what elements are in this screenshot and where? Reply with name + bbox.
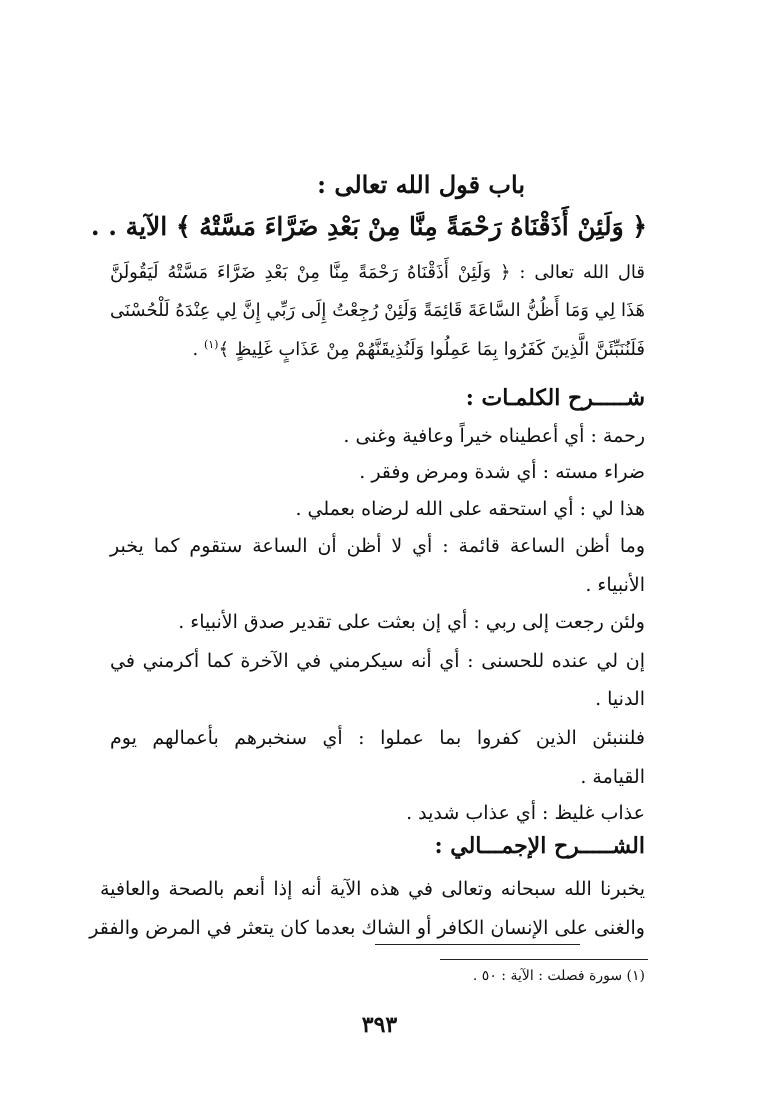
- word-item-5: ولئن رجعت إلى ربي : أي إن بعثت على تقدير صدق الأنبياء .: [178, 611, 645, 633]
- word-item-3: هذا لي : أي استحقه على الله لرضاه بعملي .: [295, 498, 645, 520]
- chapter-verse: ﴿ وَلَئِنْ أَذَقْنَاهُ رَحْمَةً مِنَّا مِنْ بَعْدِ ضَرَّاءَ مَسَّتْهُ ﴾ الآية . .: [90, 212, 647, 241]
- quote-line-3-end: .: [192, 339, 199, 360]
- word-item-4: وما أظن الساعة قائمة : أي لا أظن أن الساعة ستقوم كما يخبر: [110, 535, 645, 557]
- quote-line-3: [192, 338, 645, 360]
- word-item-7: فلننبئن الذين كفروا بما عملوا : أي سنخبرهم بأعمالهم يوم: [110, 727, 645, 749]
- word-item-7-cont: القيامة .: [580, 766, 645, 788]
- word-item-6: إن لي عنده للحسنى : أي أنه سيكرمني في الآخرة كما أكرمني في: [110, 650, 645, 672]
- word-item-8: عذاب غليظ : أي عذاب شديد .: [406, 802, 645, 824]
- summary-heading: الشـــــرح الإجمـــالي :: [434, 833, 645, 859]
- quote-line-2: هَذَا لِي وَمَا أَظُنُّ السَّاعَةَ قَائِمَةً وَلَئِنْ رُجِعْتُ إِلَى رَبِّي إِنَّ لِي عِنْدَهُ لَلْحُسْنَى: [110, 300, 645, 321]
- quote-line-3-text: فَلَنُنَبِّئَنَّ الَّذِينَ كَفَرُوا بِمَا عَمِلُوا وَلَنُذِيقَنَّهُمْ مِنْ عَذَابٍ غَلِيظٍ ﴾: [218, 339, 645, 360]
- word-item-1: رحمة : أي أعطيناه خيراً وعافية وغنى .: [343, 425, 645, 447]
- summary-underline: [375, 944, 580, 945]
- word-item-6-cont: الدنيا .: [595, 688, 645, 710]
- summary-line-2: والغنى على الإنسان الكافر أو الشاك بعدما كان يتعثر في المرض والفقر: [89, 917, 645, 939]
- words-heading: شـــــرح الكلمـات :: [465, 385, 645, 411]
- word-item-4-cont: الأنبياء .: [585, 574, 645, 596]
- chapter-title: باب قول الله تعالى :: [317, 170, 525, 199]
- summary-line-1: يخبرنا الله سبحانه وتعالى في هذه الآية أنه إذا أنعم بالصحة والعافية: [100, 878, 645, 900]
- word-item-2: ضراء مسته : أي شدة ومرض وفقر .: [359, 461, 645, 483]
- footnote-separator: [440, 959, 648, 960]
- footnote-ref: (١): [203, 338, 219, 351]
- quote-line-1: قال الله تعالى : ﴿ وَلَئِنْ أَذَقْنَاهُ رَحْمَةً مِنَّا مِنْ بَعْدِ ضَرَّاءَ مَسَّتْهُ لَيَقُولَنَّ: [110, 262, 645, 283]
- footnote: (١) سورة فصلت : الآية : ٥٠ .: [472, 968, 645, 984]
- page-number: ٣٩٣: [361, 1012, 398, 1038]
